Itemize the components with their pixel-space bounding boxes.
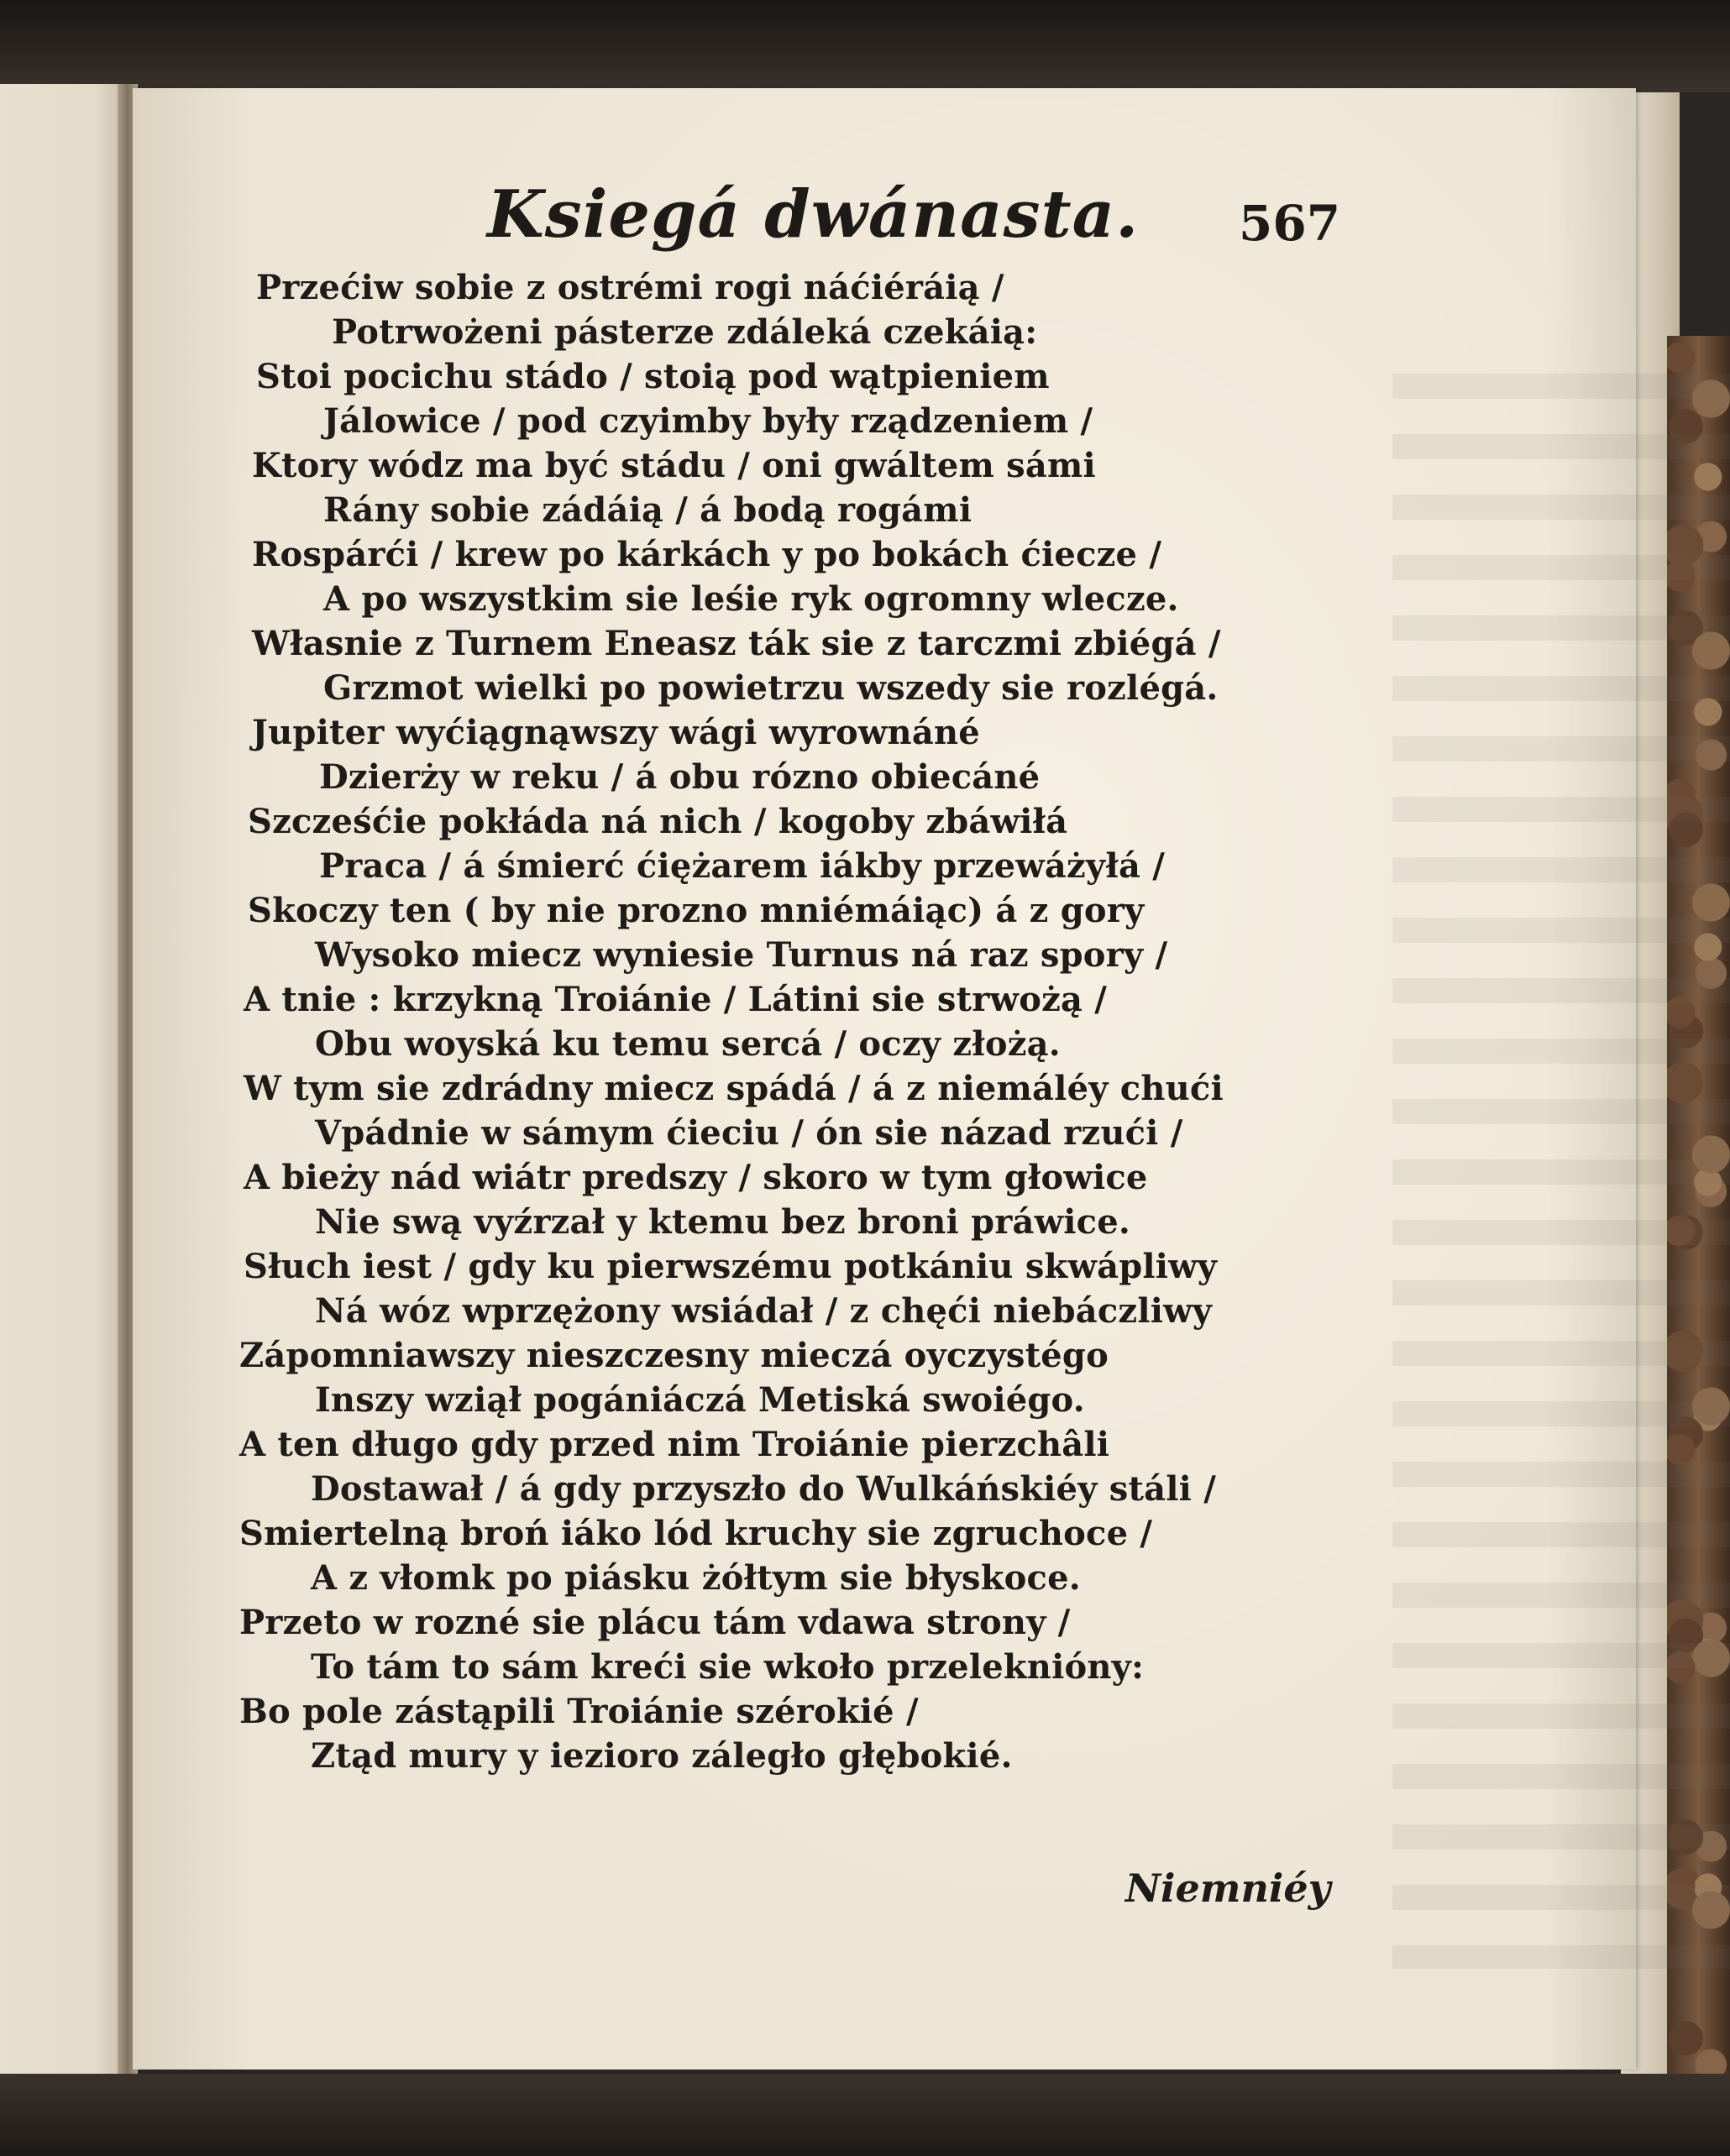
page-number: 567 — [1239, 195, 1341, 252]
running-title: Ksiegá dwánasta. — [487, 176, 1140, 253]
catchword: Niemniéy — [1125, 1866, 1331, 1911]
verse-line: Ktory wódz ma być stádu / oni gwáltem sámi — [252, 446, 1096, 485]
verse-line: A ten długo gdy przed nim Troiánie pierzchâli — [239, 1425, 1110, 1464]
verse-line: Przećiw sobie z ostrémi rogi náćiéráią / — [256, 268, 1004, 307]
verse-line: Ná wóz wprzężony wsiádał / z chęći niebáczliwy — [315, 1291, 1213, 1331]
verse-line: Ztąd mury y iezioro záległo głębokié. — [311, 1736, 1013, 1776]
verse-line: Rospárći / krew po kárkách y po bokách ćiecze / — [252, 535, 1162, 574]
verse-line: A po wszystkim sie leśie ryk ogromny wlecze. — [323, 579, 1179, 619]
verse-line: Inszy wziął pogániáczá Metiská swoiégo. — [315, 1380, 1085, 1420]
verse-line: Grzmot wielki po powietrzu wszedy sie rozlégá. — [323, 668, 1219, 708]
verse-line: Stoi pocichu stádo / stoią pod wątpieniem — [256, 357, 1050, 396]
verse-line: Rány sobie zádáią / á bodą rogámi — [323, 490, 972, 530]
verse-line: Bo pole zástąpili Troiánie szérokié / — [239, 1692, 919, 1731]
verse-line: Dostawał / á gdy przyszło do Wulkáńskiéy stáli / — [311, 1469, 1217, 1509]
verse-line: Przeto w rozné sie plácu tám vdawa strony / — [239, 1603, 1071, 1642]
verse-line: Vpádnie w sámym ćieciu / ón sie názad rzući / — [315, 1113, 1183, 1153]
verse-line: Jálowice / pod czyimby były rządzeniem / — [323, 401, 1093, 441]
verse-line: A bieży nád wiátr predszy / skoro w tym głowice — [244, 1158, 1148, 1197]
verse-line: Wysoko miecz wyniesie Turnus ná raz spory / — [315, 935, 1168, 975]
verse-line: A z vłomk po piásku żółtym sie błyskoce. — [311, 1558, 1081, 1598]
verse-line: Dzierży w reku / á obu rózno obiecáné — [319, 757, 1041, 797]
verse-line: Zápomniawszy nieszczesny mieczá oyczystégo — [239, 1336, 1109, 1375]
verse-line: Słuch iest / gdy ku pierwszému potkániu skwápliwy — [244, 1247, 1218, 1286]
verse-line: Potrwożeni pásterze zdáleká czekáią: — [332, 312, 1038, 352]
verse-line: W tym sie zdrádny miecz spádá / á z niemáléy chući — [244, 1069, 1224, 1108]
verse-line: A tnie : krzykną Troiánie / Látini sie strwożą / — [244, 980, 1108, 1019]
verse-line: To tám to sám kreći sie wkoło przeleknióny: — [311, 1647, 1145, 1687]
verse-line: Jupiter wyćiągnąwszy wági wyrownáné — [252, 713, 980, 752]
verse-line: Smiertelną broń iáko lód kruchy sie zgruchoce / — [239, 1514, 1153, 1553]
verse-line: Praca / á śmierć ćiężarem iákby przewáżyłá / — [319, 846, 1166, 886]
verse-line: Obu woyská ku temu sercá / oczy złożą. — [315, 1024, 1061, 1064]
verse-line: Nie swą vyźrzał y ktemu bez broni práwice. — [315, 1202, 1130, 1242]
verse-line: Szcześćie pokłáda ná nich / kogoby zbáwiłá — [248, 802, 1068, 841]
verse-line: Skoczy ten ( by nie prozno mniémáiąc) á z gory — [248, 891, 1145, 930]
verse-line: Własnie z Turnem Eneasz ták sie z tarczmi zbiégá / — [252, 624, 1221, 663]
